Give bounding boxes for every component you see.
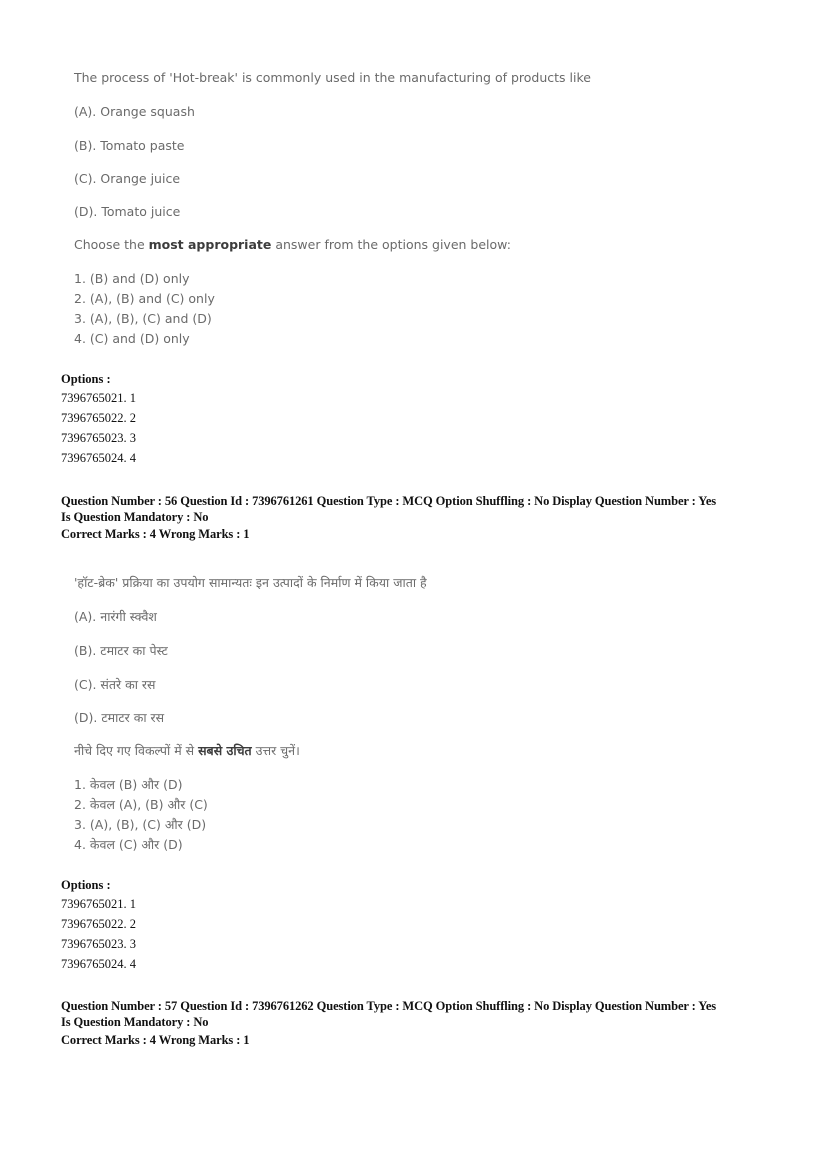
statement-b: (B). Tomato paste	[74, 138, 185, 153]
statement-d: (D). Tomato juice	[74, 204, 181, 219]
options-label: Options :	[61, 878, 111, 892]
statement-c: (C). संतरे का रस	[74, 677, 156, 692]
statement-a: (A). नारंगी स्क्वैश	[74, 609, 157, 624]
option-item: 7396765021. 1	[61, 897, 136, 911]
marks-line: Correct Marks : 4 Wrong Marks : 1	[61, 1033, 250, 1047]
option-item: 7396765024. 4	[61, 957, 136, 971]
option-item: 7396765021. 1	[61, 391, 136, 405]
instruction: नीचे दिए गए विकल्पों में से सबसे उचित उत्तर चुनें।	[74, 743, 300, 758]
option-item: 7396765022. 2	[61, 411, 136, 425]
choice-3: 3. (A), (B), (C) और (D)	[74, 817, 207, 832]
statement-b: (B). टमाटर का पेस्ट	[74, 643, 168, 658]
choice-2: 2. केवल (A), (B) और (C)	[74, 797, 208, 812]
option-item: 7396765023. 3	[61, 937, 136, 951]
question-stem: 'हॉट-ब्रेक' प्रक्रिया का उपयोग सामान्यतः इन उत्पादों के निर्माण में किया जाता है	[74, 575, 427, 590]
mandatory-line: Is Question Mandatory : No	[61, 1015, 209, 1029]
option-item: 7396765023. 3	[61, 431, 136, 445]
choice-4: 4. (C) and (D) only	[74, 331, 190, 346]
statement-c: (C). Orange juice	[74, 171, 181, 186]
options-label: Options :	[61, 372, 111, 386]
choice-4: 4. केवल (C) और (D)	[74, 837, 183, 852]
choice-3: 3. (A), (B), (C) and (D)	[74, 311, 212, 326]
choice-2: 2. (A), (B) and (C) only	[74, 291, 215, 306]
option-item: 7396765024. 4	[61, 451, 136, 465]
statement-d: (D). टमाटर का रस	[74, 710, 165, 725]
choice-1: 1. (B) and (D) only	[74, 271, 190, 286]
statement-a: (A). Orange squash	[74, 104, 195, 119]
option-item: 7396765022. 2	[61, 917, 136, 931]
choice-1: 1. केवल (B) और (D)	[74, 777, 183, 792]
mandatory-line: Is Question Mandatory : No	[61, 510, 209, 524]
question-header: Question Number : 57 Question Id : 7396761262 Question Type : MCQ Option Shuffling : No Display Question Number : Yes	[61, 999, 717, 1013]
question-header: Question Number : 56 Question Id : 7396761261 Question Type : MCQ Option Shuffling : No Display Question Number : Yes	[61, 494, 717, 508]
marks-line: Correct Marks : 4 Wrong Marks : 1	[61, 527, 250, 541]
question-stem: The process of 'Hot-break' is commonly used in the manufacturing of products like	[74, 70, 591, 85]
instruction: Choose the most appropriate answer from the options given below:	[74, 237, 511, 252]
